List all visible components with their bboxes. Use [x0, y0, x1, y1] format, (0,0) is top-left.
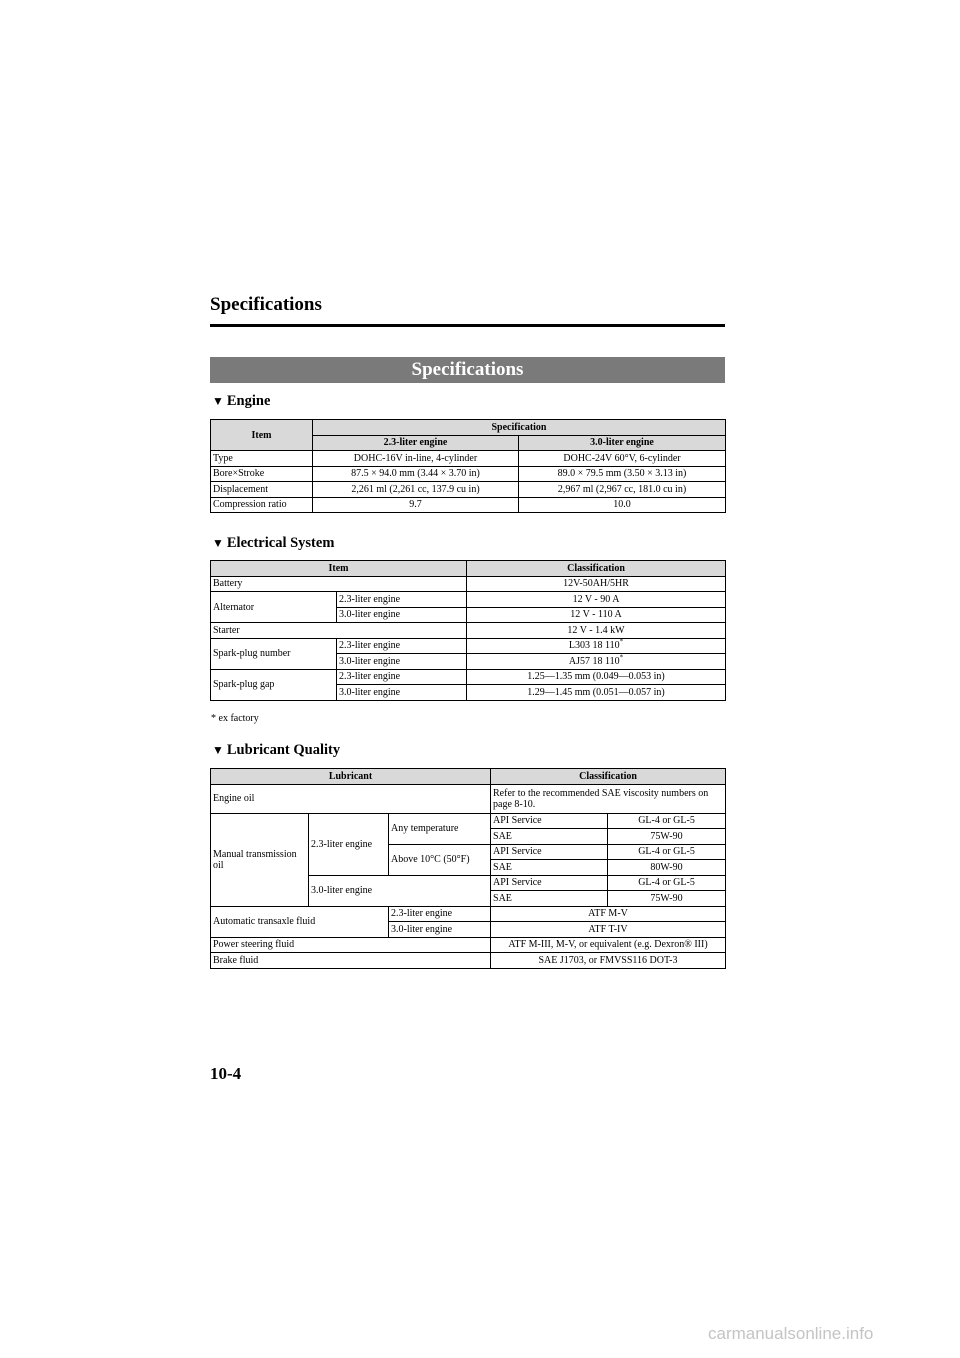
sub-label: 2.3-liter engine — [389, 906, 491, 922]
sub-label: 3.0-liter engine — [337, 685, 467, 701]
page-section-header: Specifications — [210, 294, 322, 315]
table-row — [211, 906, 726, 922]
spec-label: API Service — [491, 844, 608, 860]
row-label: Brake fluid — [211, 953, 491, 969]
sub-label: 2.3-liter engine — [309, 813, 389, 875]
row-label: Battery — [211, 576, 467, 592]
table-row — [211, 813, 726, 829]
cell-value: 12 V - 90 A — [467, 592, 726, 608]
row-label: Manual transmission oil — [211, 813, 309, 906]
sub-label: 3.0-liter engine — [337, 654, 467, 670]
table-row — [211, 953, 726, 969]
table-row — [211, 937, 726, 953]
table-row — [211, 784, 726, 813]
cell-value: 2,967 ml (2,967 cc, 181.0 cu in) — [519, 482, 726, 498]
sub-label: 3.0-liter engine — [389, 922, 491, 938]
sub-label: 3.0-liter engine — [309, 875, 491, 906]
engine-table — [210, 419, 726, 513]
engine-header-30: 3.0-liter engine — [519, 435, 726, 451]
cell-value: Refer to the recommended SAE viscosity numbers on page 8-10. — [491, 784, 726, 813]
electrical-section-title — [212, 535, 334, 552]
cell-value: 2,261 ml (2,261 cc, 137.9 cu in) — [313, 482, 519, 498]
row-label: Power steering fluid — [211, 937, 491, 953]
cell-value: 75W-90 — [608, 891, 726, 907]
sub-label: 2.3-liter engine — [337, 638, 467, 654]
cell-value: ATF M-III, M-V, or equivalent (e.g. Dexron® III) — [491, 937, 726, 953]
cell-value: 12V-50AH/5HR — [467, 576, 726, 592]
lubricant-section-title — [212, 742, 340, 759]
engine-header-23: 2.3-liter engine — [313, 435, 519, 451]
triangle-marker-icon: ▼ — [212, 743, 224, 757]
watermark: carmanualsonline.info — [708, 1324, 874, 1343]
engine-header-spec: Specification — [313, 420, 726, 436]
cell-value: ATF M-V — [491, 906, 726, 922]
sub-label: 2.3-liter engine — [337, 592, 467, 608]
cell-value: DOHC-16V in-line, 4-cylinder — [313, 451, 519, 467]
cell-value: 12 V - 110 A — [467, 607, 726, 623]
cell-value: 9.7 — [313, 497, 519, 513]
table-row — [211, 482, 726, 498]
cell-value: 87.5 × 94.0 mm (3.44 × 3.70 in) — [313, 466, 519, 482]
spark-plug-30: AJ57 18 110 — [568, 655, 620, 667]
cell-value: 1.25—1.35 mm (0.049—0.053 in) — [467, 669, 726, 685]
engine-title-text: Engine — [226, 393, 271, 409]
cell-value: DOHC-24V 60°V, 6-cylinder — [519, 451, 726, 467]
cell-value: 1.29—1.45 mm (0.051—0.057 in) — [467, 685, 726, 701]
triangle-marker-icon: ▼ — [212, 394, 224, 408]
footnote-mark: * — [619, 653, 624, 662]
electrical-table — [210, 560, 726, 701]
table-row — [211, 576, 726, 592]
row-label: Spark-plug number — [211, 638, 337, 669]
spec-label: SAE — [491, 829, 608, 845]
sub-label: Any temperature — [389, 813, 491, 844]
cell-value — [467, 654, 726, 670]
cell-value: 89.0 × 79.5 mm (3.50 × 3.13 in) — [519, 466, 726, 482]
table-row — [211, 623, 726, 639]
triangle-marker-icon: ▼ — [212, 536, 224, 550]
cell-value: GL-4 or GL-5 — [608, 813, 726, 829]
lubricant-table — [210, 768, 726, 969]
lubricant-header-class: Classification — [491, 769, 726, 785]
spark-plug-23: L303 18 110 — [568, 640, 620, 652]
lubricant-header-lub: Lubricant — [211, 769, 491, 785]
cell-value: 75W-90 — [608, 829, 726, 845]
cell-value — [467, 638, 726, 654]
cell-value: 80W-90 — [608, 860, 726, 876]
spec-label: API Service — [491, 875, 608, 891]
lubricant-title-text: Lubricant Quality — [226, 742, 341, 758]
row-label: Starter — [211, 623, 467, 639]
sub-label: 3.0-liter engine — [337, 607, 467, 623]
cell-value: 10.0 — [519, 497, 726, 513]
row-label: Displacement — [211, 482, 313, 498]
row-label: Compression ratio — [211, 497, 313, 513]
table-row — [211, 638, 726, 654]
spec-label: API Service — [491, 813, 608, 829]
footnote-mark: * — [619, 638, 624, 646]
cell-value: GL-4 or GL-5 — [608, 844, 726, 860]
engine-header-item: Item — [211, 420, 313, 451]
sub-label: 2.3-liter engine — [337, 669, 467, 685]
electrical-header-item: Item — [211, 561, 467, 577]
header-rule — [210, 324, 725, 327]
chapter-banner: Specifications — [210, 357, 725, 383]
row-label: Spark-plug gap — [211, 669, 337, 700]
row-label: Bore×Stroke — [211, 466, 313, 482]
electrical-header-class: Classification — [467, 561, 726, 577]
page-number: 10-4 — [210, 1064, 242, 1083]
cell-value: 12 V - 1.4 kW — [467, 623, 726, 639]
cell-value: SAE J1703, or FMVSS116 DOT-3 — [491, 953, 726, 969]
row-label: Engine oil — [211, 784, 491, 813]
cell-value: GL-4 or GL-5 — [608, 875, 726, 891]
table-row — [211, 592, 726, 608]
sub-label: Above 10°C (50°F) — [389, 844, 491, 875]
table-row — [211, 669, 726, 685]
electrical-title-text: Electrical System — [226, 535, 335, 551]
table-row — [211, 451, 726, 467]
table-row — [211, 466, 726, 482]
row-label: Automatic transaxle fluid — [211, 906, 389, 937]
row-label: Alternator — [211, 592, 337, 623]
spec-label: SAE — [491, 860, 608, 876]
spec-label: SAE — [491, 891, 608, 907]
table-row — [211, 497, 726, 513]
footnote: * ex factory — [211, 713, 259, 724]
row-label: Type — [211, 451, 313, 467]
cell-value: ATF T-IV — [491, 922, 726, 938]
engine-section-title — [212, 393, 270, 410]
